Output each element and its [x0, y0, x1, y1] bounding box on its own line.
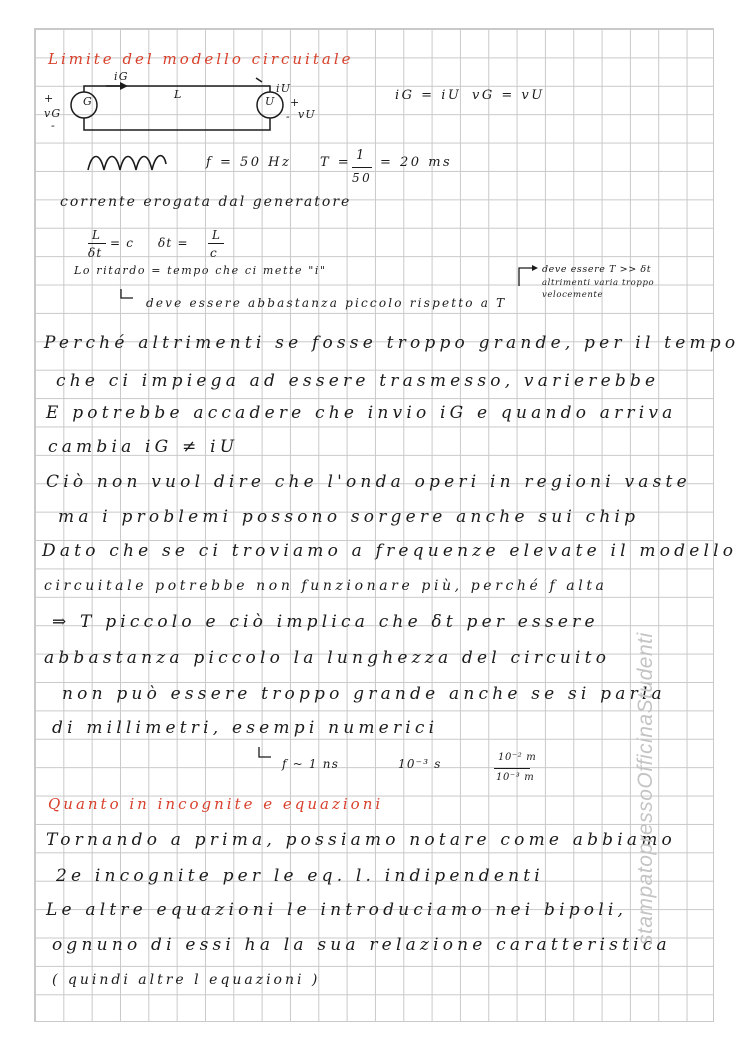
- sinusoid-icon: [86, 150, 168, 174]
- frac2-lhs: δt =: [158, 236, 189, 250]
- section-title-limits: Limite del modello circuitale: [48, 50, 354, 68]
- line-deve-essere: deve essere abbastanza piccolo rispetto a T: [146, 296, 507, 310]
- example-denominator: 10⁻³ m: [496, 772, 535, 783]
- frac2-denominator: c: [210, 246, 218, 260]
- frac2-bar: [208, 243, 224, 244]
- unknowns-line-3: Le altre equazioni le introduciamo nei bipoli,: [46, 900, 628, 920]
- label-minus-g: -: [51, 119, 56, 132]
- example-numerator: 10⁻² m: [498, 752, 537, 763]
- label-minus-u: -: [286, 110, 291, 123]
- label-g: G: [83, 95, 93, 108]
- paragraph-line-6: ma i problemi possono sorgere anche sui chip: [58, 507, 640, 527]
- arrow-hook-icon-2: [256, 746, 274, 762]
- period-denominator: 50: [352, 171, 373, 185]
- paragraph-line-3: E potrebbe accadere che invio iG e quando arriva: [46, 403, 677, 423]
- frac1-denominator: δt: [88, 246, 103, 260]
- paragraph-line-9: ⇒ T piccolo e ciò implica che δt per essere: [52, 612, 599, 632]
- paragraph-line-8: circuitale potrebbe non funzionare più, perché f alta: [44, 578, 608, 594]
- unknowns-line-1: Tornando a prima, possiamo notare come abbiamo: [46, 830, 676, 850]
- note-line-2: altrimenti varia troppo: [542, 278, 655, 288]
- paragraph-line-4: cambia iG ≠ iU: [48, 437, 239, 457]
- label-line-l: L: [174, 88, 183, 101]
- example-fraction-bar: [494, 768, 530, 769]
- frac1-bar: [88, 243, 106, 244]
- label-plus-u: +: [290, 96, 301, 109]
- arrow-hook-icon: [118, 288, 136, 302]
- unknowns-line-2: 2e incognite per le eq. l. indipendenti: [56, 866, 544, 886]
- unknowns-line-5: ( quindi altre l equazioni ): [52, 972, 321, 988]
- example-time: 10⁻³ s: [398, 757, 442, 771]
- unknowns-line-4: ognuno di essi ha la sua relazione caratteristica: [52, 935, 671, 955]
- paragraph-line-10: abbastanza piccolo la lunghezza del circuito: [44, 648, 611, 668]
- label-iu: iU: [276, 82, 292, 95]
- paragraph-line-7: Dato che se ci troviamo a frequenze elevate il modello: [42, 541, 738, 561]
- frequency-text: f = 50 Hz: [206, 155, 292, 170]
- period-lhs: T =: [320, 155, 352, 170]
- label-u: U: [265, 95, 276, 108]
- note-arrow-icon: [516, 264, 540, 286]
- watermark-text: stampatopressoOfficinaStudenti: [634, 632, 657, 945]
- line-ritardo: Lo ritardo = tempo che ci mette "i": [74, 264, 327, 277]
- paragraph-line-1: Perché altrimenti se fosse troppo grande, per il tempo: [44, 333, 740, 353]
- label-ig: iG: [114, 70, 129, 83]
- paragraph-line-5: Ciò non vuol dire che l'onda operi in regioni vaste: [46, 472, 691, 492]
- paragraph-line-2: che ci impiega ad essere trasmesso, varierebbe: [56, 371, 660, 391]
- frac1-rest: = c: [110, 236, 135, 250]
- section-title-unknowns: Quanto in incognite e equazioni: [48, 795, 384, 813]
- paragraph-line-12: di millimetri, esempi numerici: [52, 718, 439, 738]
- bottom-wire: [84, 118, 270, 130]
- label-vg: vG: [44, 107, 62, 120]
- arrow-ig-head: [120, 82, 128, 90]
- paragraph-line-11: non può essere troppo grande anche se si parla: [62, 684, 666, 704]
- label-vu: vU: [298, 108, 316, 121]
- frac1-numerator: L: [92, 228, 102, 242]
- period-fraction-bar: [352, 167, 372, 168]
- equation-voltages: vG = vU: [472, 88, 545, 103]
- note-line-3: velocemente: [542, 290, 604, 300]
- arrow-iu-line: [256, 78, 262, 82]
- label-plus-g: +: [44, 92, 55, 105]
- example-frequency: f ~ 1 ns: [282, 757, 340, 771]
- equation-currents: iG = iU: [395, 88, 462, 103]
- note-line-1: deve essere T >> δt: [542, 264, 652, 275]
- period-numerator: 1: [356, 148, 367, 163]
- line-corrente-erogata: corrente erogata dal generatore: [60, 194, 352, 210]
- period-result: = 20 ms: [380, 155, 453, 170]
- frac2-numerator: L: [212, 228, 222, 242]
